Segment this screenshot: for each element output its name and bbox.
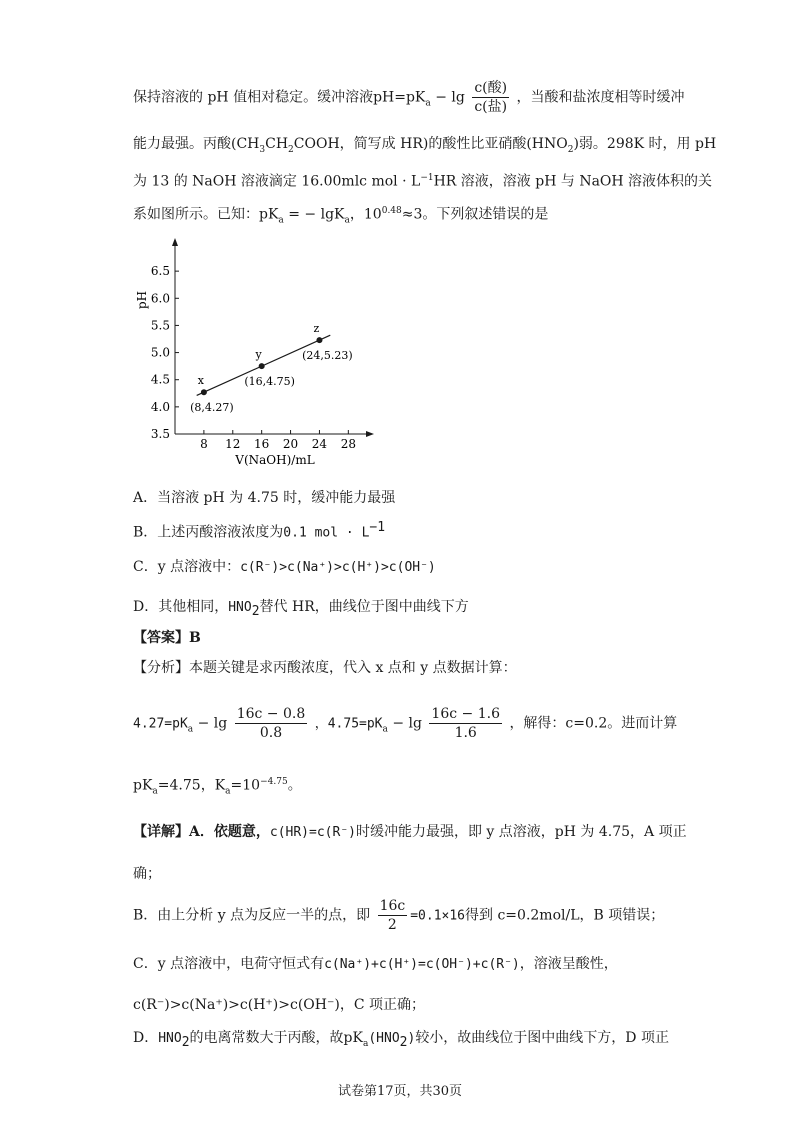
detail-formula: ) xyxy=(407,1031,416,1046)
x-tick-label: 8 xyxy=(200,437,208,451)
subscript: 2 xyxy=(251,603,260,619)
detail-text: c(R⁻)>c(Na⁺)>c(H⁺)>c(OH⁻)，C 项正确； xyxy=(133,997,426,1013)
subscript: 2 xyxy=(399,1034,408,1050)
answer xyxy=(133,628,201,648)
x-tick-label: 16 xyxy=(254,437,270,451)
subscript: a xyxy=(362,1038,369,1049)
point-name-label: y xyxy=(255,348,262,362)
formula-fraction xyxy=(429,706,502,741)
point-name-label: x xyxy=(197,374,204,388)
analysis-formula-1 xyxy=(133,706,677,741)
intro-line-4 xyxy=(133,201,548,230)
analysis-label: 【分析】本题关键是求丙酸浓度，代入 x 点和 y 点数据计算： xyxy=(133,660,517,676)
formula-text: ，4.75=pK xyxy=(314,716,383,732)
data-point-y xyxy=(259,363,265,369)
option-text: B．上述丙酸溶液浓度为 xyxy=(133,524,284,541)
detail-formula: HNO xyxy=(158,1031,182,1046)
formula-fraction xyxy=(235,706,308,741)
intro-text: − lg xyxy=(430,89,465,106)
x-tick-label: 12 xyxy=(225,437,241,451)
formula-text: =4.75，K xyxy=(157,777,226,794)
detail-b xyxy=(133,898,664,933)
page-number: 试卷第17页，共30页 xyxy=(337,1084,463,1099)
option-d xyxy=(133,597,469,622)
detail-formula: (HNO xyxy=(368,1031,400,1046)
detail-label: 【详解】A．依题意， xyxy=(133,824,270,840)
option-formula: 0.1 mol · L xyxy=(283,525,370,541)
option-text: D．其他相同， xyxy=(133,599,229,615)
detail-formula: c(Na⁺)+c(H⁺)=c(OH⁻)+c(R⁻) xyxy=(324,957,520,972)
intro-text: CH xyxy=(265,136,289,152)
x-axis-label: V(NaOH)/mL xyxy=(235,453,315,467)
superscript: 0.48 xyxy=(381,206,402,216)
detail-text: 时缓冲能力最强，即 y 点溶液，pH 为 4.75，A 项正 xyxy=(355,824,687,840)
fraction-denominator: 1.6 xyxy=(454,725,477,741)
y-axis-arrow xyxy=(172,238,178,246)
analysis-heading xyxy=(133,658,517,678)
fraction-denominator: 0.8 xyxy=(259,725,283,741)
subscript: 2 xyxy=(288,144,294,155)
intro-text: = − lgK xyxy=(283,206,345,223)
formula-text: − lg xyxy=(387,715,422,732)
subscript: 3 xyxy=(259,144,266,155)
fraction-numerator: c(酸) xyxy=(474,80,508,96)
detail-c-line-2 xyxy=(133,995,425,1015)
formula-text: =10 xyxy=(230,777,261,794)
detail-a-line-2 xyxy=(133,864,161,884)
y-tick-label: 5.5 xyxy=(150,318,170,333)
detail-text: 得到 c=0.2mol/L，B 项错误； xyxy=(465,907,665,924)
detail-formula: =0.1×16 xyxy=(410,908,466,924)
formula-text: 。 xyxy=(287,777,302,794)
superscript: −1 xyxy=(369,520,386,535)
option-c xyxy=(133,557,436,578)
y-tick-label: 4.0 xyxy=(150,399,170,414)
y-tick-label: 6.0 xyxy=(150,291,170,306)
fraction-denominator: 2 xyxy=(387,917,397,933)
detail-text: D． xyxy=(133,1030,159,1046)
point-coord-label: (8,4.27) xyxy=(190,401,234,415)
option-formula: c(R⁻)>c(Na⁺)>c(H⁺)>c(OH⁻) xyxy=(240,560,436,575)
x-tick-label: 28 xyxy=(340,437,356,451)
detail-text: ，溶液呈酸性， xyxy=(519,956,618,972)
formula-text: 4.27=pK xyxy=(133,716,188,732)
subscript: a xyxy=(382,724,388,735)
intro-line-3 xyxy=(133,168,712,192)
intro-text: ，10 xyxy=(349,206,382,223)
subscript: a xyxy=(344,215,350,226)
detail-c-line-1 xyxy=(133,954,618,975)
detail-text: 的电离常数大于丙酸，故 xyxy=(189,1030,344,1046)
formula-text: pK xyxy=(133,777,153,794)
point-name-label: z xyxy=(313,322,320,336)
intro-line-2 xyxy=(133,134,716,160)
analysis-formula-2 xyxy=(133,772,302,801)
answer-label: 【答案】B xyxy=(133,630,201,646)
detail-d xyxy=(133,1028,669,1054)
x-axis-arrow xyxy=(366,431,374,437)
subscript: 2 xyxy=(181,1034,190,1050)
titration-chart xyxy=(130,232,410,472)
intro-text: 能力最强。丙酸(CH xyxy=(133,136,260,152)
intro-text: 为 13 的 NaOH 溶液滴定 16.00mlc mol · L xyxy=(133,173,421,190)
option-formula: HNO xyxy=(228,600,252,615)
subscript: a xyxy=(278,215,284,226)
option-b xyxy=(133,518,385,544)
data-point-z xyxy=(316,337,322,343)
intro-line-1 xyxy=(133,80,685,115)
option-text: C．y 点溶液中： xyxy=(133,559,241,575)
point-coord-label: (16,4.75) xyxy=(244,375,295,389)
detail-formula: pK xyxy=(343,1030,363,1046)
y-tick-label: 3.5 xyxy=(150,427,170,441)
x-tick-label: 24 xyxy=(311,437,328,451)
detail-fraction xyxy=(378,898,408,933)
detail-text: C．y 点溶液中，电荷守恒式有 xyxy=(133,956,325,972)
formula-text: − lg xyxy=(193,715,228,732)
x-tick-label: 20 xyxy=(282,437,299,451)
option-text: A．当溶液 pH 为 4.75 时，缓冲能力最强 xyxy=(133,490,396,506)
point-coord-label: (24,5.23) xyxy=(302,349,353,363)
y-tick-label: 4.5 xyxy=(150,372,170,387)
subscript: 2 xyxy=(567,144,574,155)
option-a xyxy=(133,488,395,508)
detail-a-line-1 xyxy=(133,822,687,843)
formula-text: ，解得：c=0.2。进而计算 xyxy=(509,715,678,732)
subscript: a xyxy=(225,786,231,797)
option-text: 替代 HR，曲线位于图中曲线下方 xyxy=(259,599,469,615)
intro-text: 保持溶液的 pH 值相对稳定。缓冲溶液pH=pK xyxy=(133,89,426,106)
intro-text: )弱。298K 时，用 pH xyxy=(573,136,717,152)
fraction-numerator: 16c xyxy=(379,898,406,914)
fraction-denominator: c(盐) xyxy=(474,99,508,115)
superscript: −1 xyxy=(420,173,434,183)
intro-text: 系如图所示。已知：pK xyxy=(133,206,279,223)
detail-formula: c(HR)=c(R⁻) xyxy=(269,825,356,840)
detail-text: 较小，故曲线位于图中曲线下方，D 项正 xyxy=(415,1030,669,1046)
intro-text: COOH，简写成 HR)的酸性比亚硝酸(HNO xyxy=(293,136,568,152)
intro-text: ，当酸和盐浓度相等时缓冲 xyxy=(516,89,685,106)
y-tick-label: 5.0 xyxy=(150,345,170,360)
intro-text: ≈3。下列叙述错误的是 xyxy=(401,206,549,223)
superscript: −4.75 xyxy=(260,777,288,787)
buffer-fraction xyxy=(472,80,509,115)
fraction-numerator: 16c − 1.6 xyxy=(431,706,500,722)
detail-text: B．由上分析 y 点为反应一半的点，即 xyxy=(133,907,371,924)
y-axis-label: pH xyxy=(135,290,149,310)
y-tick-label: 6.5 xyxy=(150,264,170,279)
data-point-x xyxy=(201,389,207,395)
subscript: a xyxy=(425,98,431,109)
subscript: a xyxy=(152,786,158,797)
subscript: a xyxy=(187,724,194,735)
page-footer xyxy=(0,1080,800,1099)
fraction-numerator: 16c − 0.8 xyxy=(236,706,306,722)
detail-text: 确； xyxy=(133,866,161,882)
intro-text: HR 溶液，溶液 pH 与 NaOH 溶液体积的关 xyxy=(433,173,713,190)
